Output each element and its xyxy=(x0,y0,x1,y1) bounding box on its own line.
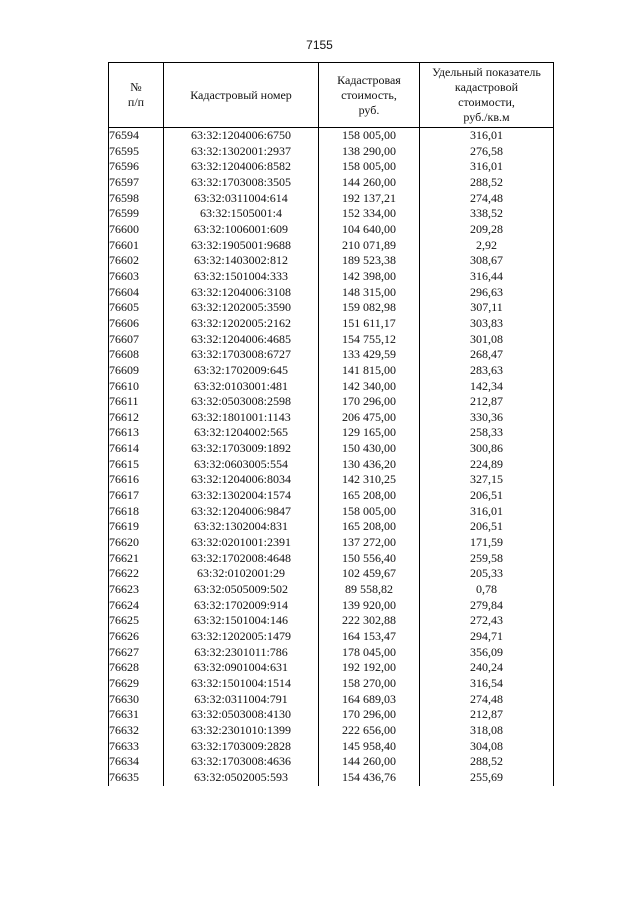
cadastral-number-cell: 63:32:1202005:2162 xyxy=(164,316,319,332)
specific-value-cell: 316,54 xyxy=(420,676,554,692)
cadastral-number-cell: 63:32:1006001:609 xyxy=(164,222,319,238)
row-number-cell: 76600 xyxy=(109,222,164,238)
specific-value-cell: 212,87 xyxy=(420,394,554,410)
cadastral-value-cell: 137 272,00 xyxy=(319,535,420,551)
table-row xyxy=(109,144,554,160)
row-number-cell: 76594 xyxy=(109,128,164,144)
specific-value-cell: 303,83 xyxy=(420,316,554,332)
table-row xyxy=(109,472,554,488)
specific-value-cell: 288,52 xyxy=(420,175,554,191)
cadastral-number-cell: 63:32:1204006:9847 xyxy=(164,504,319,520)
specific-value-cell: 171,59 xyxy=(420,535,554,551)
cadastral-value-cell: 145 958,40 xyxy=(319,739,420,755)
specific-value-cell: 316,01 xyxy=(420,159,554,175)
table-row xyxy=(109,410,554,426)
table-row xyxy=(109,128,554,144)
cadastral-number-cell: 63:32:0102001:29 xyxy=(164,566,319,582)
cadastral-value-cell: 165 208,00 xyxy=(319,519,420,535)
table-row xyxy=(109,159,554,175)
row-number-cell: 76634 xyxy=(109,754,164,770)
specific-value-cell: 268,47 xyxy=(420,347,554,363)
specific-value-cell: 206,51 xyxy=(420,488,554,504)
table-header xyxy=(109,63,554,128)
cadastral-value-cell: 151 611,17 xyxy=(319,316,420,332)
row-number-cell: 76632 xyxy=(109,723,164,739)
row-number-cell: 76618 xyxy=(109,504,164,520)
row-number-cell: 76595 xyxy=(109,144,164,160)
cadastral-number-cell: 63:32:0311004:791 xyxy=(164,692,319,708)
cadastral-number-cell: 63:32:1302001:2937 xyxy=(164,144,319,160)
specific-value-cell: 209,28 xyxy=(420,222,554,238)
table-row xyxy=(109,754,554,770)
specific-value-cell: 338,52 xyxy=(420,206,554,222)
cadastral-number-cell: 63:32:1204006:8582 xyxy=(164,159,319,175)
page-number: 7155 xyxy=(306,38,333,52)
cadastral-number-cell: 63:32:1202005:1479 xyxy=(164,629,319,645)
row-number-cell: 76622 xyxy=(109,566,164,582)
table-row xyxy=(109,332,554,348)
cadastral-number-cell: 63:32:0603005:554 xyxy=(164,457,319,473)
cadastral-number-cell: 63:32:0502005:593 xyxy=(164,770,319,786)
row-number-cell: 76620 xyxy=(109,535,164,551)
table-row xyxy=(109,519,554,535)
cadastral-value-cell: 222 302,88 xyxy=(319,613,420,629)
row-number-cell: 76626 xyxy=(109,629,164,645)
table-row xyxy=(109,770,554,786)
table-row xyxy=(109,316,554,332)
table-row xyxy=(109,582,554,598)
cadastral-value-cell: 170 296,00 xyxy=(319,707,420,723)
table-row xyxy=(109,300,554,316)
table-row xyxy=(109,347,554,363)
table-row xyxy=(109,238,554,254)
cadastral-value-cell: 164 153,47 xyxy=(319,629,420,645)
cadastral-number-cell: 63:32:1703008:3505 xyxy=(164,175,319,191)
specific-value-cell: 274,48 xyxy=(420,191,554,207)
table-row xyxy=(109,613,554,629)
row-number-cell: 76612 xyxy=(109,410,164,426)
specific-value-cell: 205,33 xyxy=(420,566,554,582)
cadastral-value-cell: 102 459,67 xyxy=(319,566,420,582)
cadastral-number-cell: 63:32:2301010:1399 xyxy=(164,723,319,739)
table-row xyxy=(109,629,554,645)
cadastral-number-cell: 63:32:1204006:6750 xyxy=(164,128,319,144)
specific-value-cell: 294,71 xyxy=(420,629,554,645)
cadastral-number-cell: 63:32:1501004:333 xyxy=(164,269,319,285)
row-number-cell: 76613 xyxy=(109,425,164,441)
row-number-cell: 76599 xyxy=(109,206,164,222)
table-row xyxy=(109,660,554,676)
cadastral-value-cell: 192 192,00 xyxy=(319,660,420,676)
specific-value-cell: 276,58 xyxy=(420,144,554,160)
specific-value-cell: 300,86 xyxy=(420,441,554,457)
table-row xyxy=(109,269,554,285)
table-row xyxy=(109,206,554,222)
row-number-cell: 76633 xyxy=(109,739,164,755)
table-row xyxy=(109,739,554,755)
cadastral-number-cell: 63:32:0103001:481 xyxy=(164,379,319,395)
specific-value-cell: 316,01 xyxy=(420,128,554,144)
cadastral-value-cell: 154 436,76 xyxy=(319,770,420,786)
row-number-cell: 76614 xyxy=(109,441,164,457)
cadastral-number-cell: 63:32:0505009:502 xyxy=(164,582,319,598)
specific-value-cell: 279,84 xyxy=(420,598,554,614)
table-row xyxy=(109,535,554,551)
row-number-cell: 76608 xyxy=(109,347,164,363)
specific-value-cell: 308,67 xyxy=(420,253,554,269)
specific-value-cell: 259,58 xyxy=(420,551,554,567)
table-row xyxy=(109,504,554,520)
cadastral-value-cell: 150 430,00 xyxy=(319,441,420,457)
specific-value-cell: 316,44 xyxy=(420,269,554,285)
specific-value-cell: 0,78 xyxy=(420,582,554,598)
cadastral-number-cell: 63:32:1905001:9688 xyxy=(164,238,319,254)
table-row xyxy=(109,692,554,708)
cadastral-value-cell: 130 436,20 xyxy=(319,457,420,473)
row-number-cell: 76596 xyxy=(109,159,164,175)
row-number-cell: 76628 xyxy=(109,660,164,676)
specific-value-cell: 255,69 xyxy=(420,770,554,786)
cadastral-value-cell: 164 689,03 xyxy=(319,692,420,708)
table-row xyxy=(109,222,554,238)
row-number-cell: 76616 xyxy=(109,472,164,488)
cadastral-number-cell: 63:32:0201001:2391 xyxy=(164,535,319,551)
header-cadastral-number: Кадастровый номер xyxy=(164,63,319,128)
specific-value-cell: 327,15 xyxy=(420,472,554,488)
cadastral-value-cell: 158 270,00 xyxy=(319,676,420,692)
cadastral-number-cell: 63:32:1204002:565 xyxy=(164,425,319,441)
specific-value-cell: 301,08 xyxy=(420,332,554,348)
cadastral-value-cell: 139 920,00 xyxy=(319,598,420,614)
cadastral-value-cell: 158 005,00 xyxy=(319,159,420,175)
row-number-cell: 76604 xyxy=(109,285,164,301)
specific-value-cell: 240,24 xyxy=(420,660,554,676)
cadastral-number-cell: 63:32:0311004:614 xyxy=(164,191,319,207)
cadastral-value-cell: 158 005,00 xyxy=(319,504,420,520)
header-row-number: № п/п xyxy=(109,63,164,128)
table-row xyxy=(109,394,554,410)
cadastral-number-cell: 63:32:1703008:6727 xyxy=(164,347,319,363)
cadastral-number-cell: 63:32:1703008:4636 xyxy=(164,754,319,770)
table-row xyxy=(109,566,554,582)
cadastral-number-cell: 63:32:1703009:1892 xyxy=(164,441,319,457)
cadastral-number-cell: 63:32:1501004:146 xyxy=(164,613,319,629)
header-specific-value: Удельный показатель кадастровой стоимости, руб./кв.м xyxy=(420,63,554,128)
row-number-cell: 76624 xyxy=(109,598,164,614)
table-row xyxy=(109,457,554,473)
specific-value-cell: 212,87 xyxy=(420,707,554,723)
cadastral-number-cell: 63:32:1403002:812 xyxy=(164,253,319,269)
row-number-cell: 76623 xyxy=(109,582,164,598)
cadastral-value-table xyxy=(108,62,554,786)
table-row xyxy=(109,363,554,379)
cadastral-value-cell: 192 137,21 xyxy=(319,191,420,207)
table-row xyxy=(109,379,554,395)
table-row xyxy=(109,425,554,441)
cadastral-number-cell: 63:32:1505001:4 xyxy=(164,206,319,222)
cadastral-number-cell: 63:32:1204006:8034 xyxy=(164,472,319,488)
specific-value-cell: 206,51 xyxy=(420,519,554,535)
specific-value-cell: 272,43 xyxy=(420,613,554,629)
row-number-cell: 76611 xyxy=(109,394,164,410)
cadastral-value-cell: 178 045,00 xyxy=(319,645,420,661)
table-row xyxy=(109,676,554,692)
table-body xyxy=(109,128,554,786)
specific-value-cell: 304,08 xyxy=(420,739,554,755)
row-number-cell: 76601 xyxy=(109,238,164,254)
cadastral-value-cell: 206 475,00 xyxy=(319,410,420,426)
table-row xyxy=(109,645,554,661)
row-number-cell: 76602 xyxy=(109,253,164,269)
cadastral-value-cell: 144 260,00 xyxy=(319,175,420,191)
table-row xyxy=(109,707,554,723)
row-number-cell: 76597 xyxy=(109,175,164,191)
cadastral-value-cell: 222 656,00 xyxy=(319,723,420,739)
specific-value-cell: 274,48 xyxy=(420,692,554,708)
row-number-cell: 76606 xyxy=(109,316,164,332)
cadastral-value-cell: 142 310,25 xyxy=(319,472,420,488)
specific-value-cell: 318,08 xyxy=(420,723,554,739)
cadastral-number-cell: 63:32:0901004:631 xyxy=(164,660,319,676)
specific-value-cell: 307,11 xyxy=(420,300,554,316)
table-row xyxy=(109,598,554,614)
cadastral-number-cell: 63:32:1703009:2828 xyxy=(164,739,319,755)
cadastral-value-cell: 189 523,38 xyxy=(319,253,420,269)
specific-value-cell: 258,33 xyxy=(420,425,554,441)
cadastral-value-cell: 104 640,00 xyxy=(319,222,420,238)
cadastral-value-cell: 158 005,00 xyxy=(319,128,420,144)
table-row xyxy=(109,441,554,457)
row-number-cell: 76603 xyxy=(109,269,164,285)
cadastral-value-cell: 142 398,00 xyxy=(319,269,420,285)
specific-value-cell: 283,63 xyxy=(420,363,554,379)
cadastral-value-cell: 152 334,00 xyxy=(319,206,420,222)
row-number-cell: 76627 xyxy=(109,645,164,661)
cadastral-value-cell: 142 340,00 xyxy=(319,379,420,395)
table-row xyxy=(109,488,554,504)
cadastral-value-cell: 138 290,00 xyxy=(319,144,420,160)
cadastral-number-cell: 63:32:1204006:4685 xyxy=(164,332,319,348)
cadastral-value-cell: 148 315,00 xyxy=(319,285,420,301)
cadastral-number-cell: 63:32:1302004:831 xyxy=(164,519,319,535)
specific-value-cell: 2,92 xyxy=(420,238,554,254)
cadastral-number-cell: 63:32:2301011:786 xyxy=(164,645,319,661)
cadastral-number-cell: 63:32:1702009:645 xyxy=(164,363,319,379)
header-row xyxy=(109,63,554,128)
cadastral-value-cell: 133 429,59 xyxy=(319,347,420,363)
cadastral-value-cell: 170 296,00 xyxy=(319,394,420,410)
row-number-cell: 76635 xyxy=(109,770,164,786)
cadastral-number-cell: 63:32:1801001:1143 xyxy=(164,410,319,426)
specific-value-cell: 330,36 xyxy=(420,410,554,426)
row-number-cell: 76625 xyxy=(109,613,164,629)
cadastral-number-cell: 63:32:0503008:2598 xyxy=(164,394,319,410)
specific-value-cell: 356,09 xyxy=(420,645,554,661)
row-number-cell: 76630 xyxy=(109,692,164,708)
cadastral-value-cell: 159 082,98 xyxy=(319,300,420,316)
cadastral-value-cell: 89 558,82 xyxy=(319,582,420,598)
specific-value-cell: 316,01 xyxy=(420,504,554,520)
row-number-cell: 76617 xyxy=(109,488,164,504)
row-number-cell: 76605 xyxy=(109,300,164,316)
table-row xyxy=(109,175,554,191)
cadastral-value-cell: 165 208,00 xyxy=(319,488,420,504)
row-number-cell: 76621 xyxy=(109,551,164,567)
cadastral-value-cell: 129 165,00 xyxy=(319,425,420,441)
row-number-cell: 76619 xyxy=(109,519,164,535)
table-row xyxy=(109,285,554,301)
specific-value-cell: 142,34 xyxy=(420,379,554,395)
specific-value-cell: 296,63 xyxy=(420,285,554,301)
row-number-cell: 76607 xyxy=(109,332,164,348)
specific-value-cell: 224,89 xyxy=(420,457,554,473)
row-number-cell: 76609 xyxy=(109,363,164,379)
cadastral-number-cell: 63:32:0503008:4130 xyxy=(164,707,319,723)
cadastral-number-cell: 63:32:1702009:914 xyxy=(164,598,319,614)
row-number-cell: 76631 xyxy=(109,707,164,723)
cadastral-number-cell: 63:32:1202005:3590 xyxy=(164,300,319,316)
table-row xyxy=(109,253,554,269)
cadastral-number-cell: 63:32:1501004:1514 xyxy=(164,676,319,692)
cadastral-number-cell: 63:32:1702008:4648 xyxy=(164,551,319,567)
cadastral-value-cell: 210 071,89 xyxy=(319,238,420,254)
header-cadastral-value: Кадастровая стоимость, руб. xyxy=(319,63,420,128)
cadastral-value-cell: 150 556,40 xyxy=(319,551,420,567)
cadastral-value-cell: 144 260,00 xyxy=(319,754,420,770)
row-number-cell: 76610 xyxy=(109,379,164,395)
specific-value-cell: 288,52 xyxy=(420,754,554,770)
table-row xyxy=(109,723,554,739)
cadastral-number-cell: 63:32:1204006:3108 xyxy=(164,285,319,301)
cadastral-number-cell: 63:32:1302004:1574 xyxy=(164,488,319,504)
cadastral-value-cell: 154 755,12 xyxy=(319,332,420,348)
row-number-cell: 76629 xyxy=(109,676,164,692)
row-number-cell: 76615 xyxy=(109,457,164,473)
table-row xyxy=(109,191,554,207)
row-number-cell: 76598 xyxy=(109,191,164,207)
table-row xyxy=(109,551,554,567)
cadastral-value-cell: 141 815,00 xyxy=(319,363,420,379)
